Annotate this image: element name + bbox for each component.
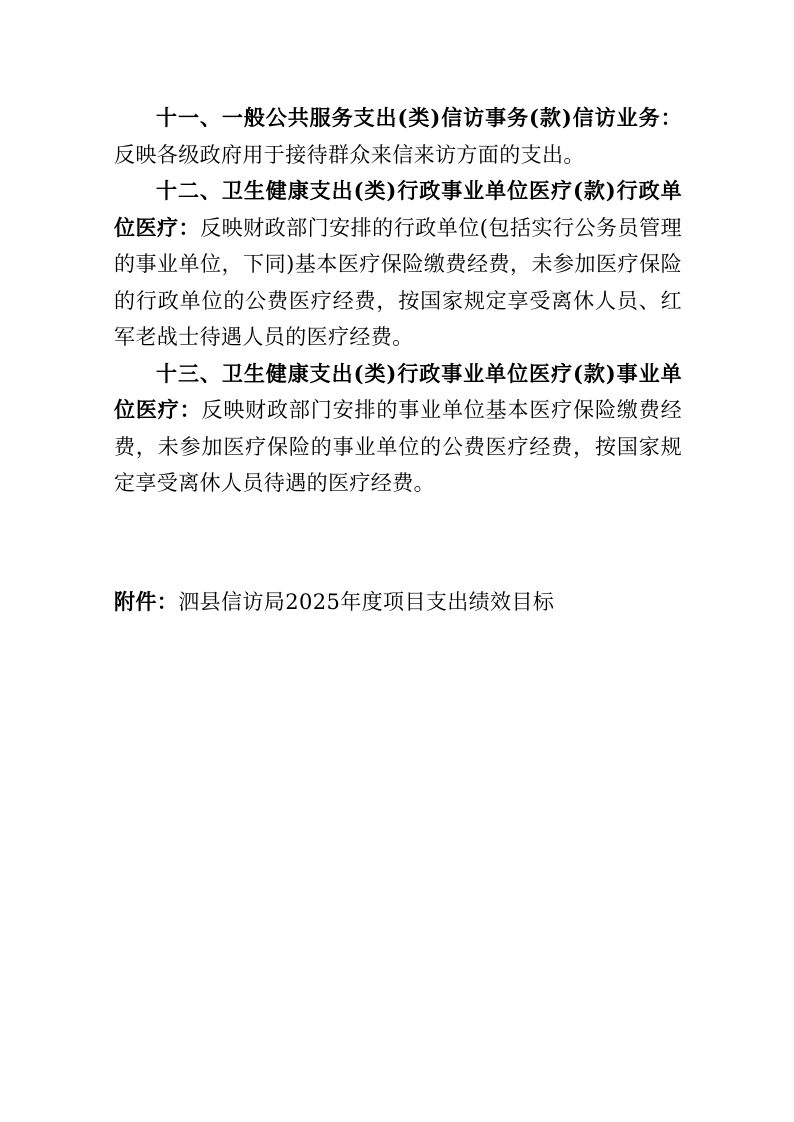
section-13 xyxy=(114,356,682,502)
section-12 xyxy=(114,173,682,356)
section-12-heading: 十二、卫生健康支出(类)行政事业单位医疗(款)行政单位医疗： xyxy=(114,178,682,240)
document-body xyxy=(114,100,682,502)
attachment-line xyxy=(114,584,682,621)
section-11-body: 反映各级政府用于接待群众来信来访方面的支出。 xyxy=(114,142,585,167)
section-12-body: 反映财政部门安排的行政单位(包括实行公务员管理的事业单位，下同)基本医疗保险缴费经费，未参加医疗保险的行政单位的公费医疗经费，按国家规定享受离休人员、红军老战士待遇人员的医疗经费。 xyxy=(114,215,682,349)
section-11 xyxy=(114,100,682,173)
attachment-text: 泗县信访局2025年度项目支出绩效目标 xyxy=(178,590,555,614)
section-11-heading: 十一、一般公共服务支出(类)信访事务(款)信访业务： xyxy=(156,105,682,130)
section-13-body: 反映财政部门安排的事业单位基本医疗保险缴费经费，未参加医疗保险的事业单位的公费医疗经费，按国家规定享受离休人员待遇的医疗经费。 xyxy=(114,398,682,495)
attachment-label: 附件： xyxy=(114,589,179,614)
section-13-heading: 十三、卫生健康支出(类)行政事业单位医疗(款)事业单位医疗： xyxy=(114,360,682,422)
